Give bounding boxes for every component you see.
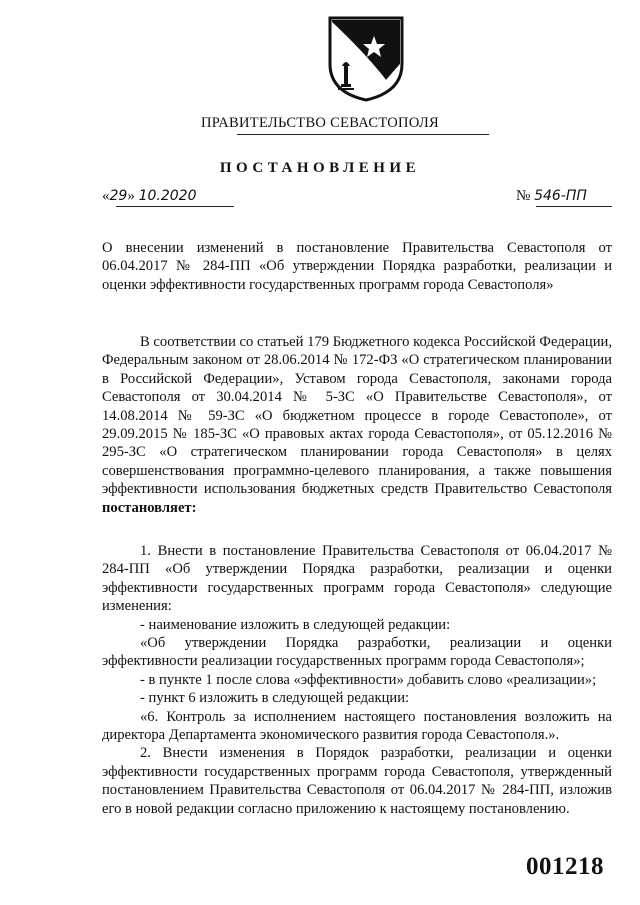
preamble-text: В соответствии со статьей 179 Бюджетного кодекса Российской Федерации, Федеральным законом от 28.06.2014 № 172-ФЗ «О стратегическом планировании в Российской Федерации», Уставом города Севастополя, законами города Севастополя от 30.04.2014 № 5-ЗС «О Правительстве Севастополя», от 14.08.2014 № 59-ЗС «О бюджетном процессе в городе Севастополе», от 29.09.2015 № 185-ЗС «О правовых актах города Севастополя», от 05.12.2016 № 295-ЗС «О стратегическом планировании города Севастополя» в целях совершенствования программно-целевого планирования, а также повышения эффективности использования бюджетных средств Правительство Севастополя bbox=[102, 334, 612, 498]
decree-items bbox=[102, 542, 612, 818]
government-name: ПРАВИТЕЛЬСТВО СЕВАСТОПОЛЯ bbox=[201, 115, 439, 131]
date-underline bbox=[116, 206, 234, 207]
subject-text: О внесении изменений в постановление Правительства Севастополя от 06.04.2017 № 284-ПП «Об утверждении Порядка разработки, реализации и оценки эффективности государственных программ города Севастополя» bbox=[102, 240, 612, 293]
item-paragraph: «6. Контроль за исполнением настоящего постановления возложить на директора Департамента экономического развития города Севастополя.». bbox=[102, 708, 612, 744]
number-prefix: № bbox=[516, 188, 531, 204]
date-close-quote: » bbox=[127, 188, 135, 204]
date-month-year: 10.2020 bbox=[138, 188, 197, 204]
date-day: 29 bbox=[109, 188, 128, 204]
item-paragraph: - наименование изложить в следующей редакции: bbox=[140, 616, 451, 633]
decree-number bbox=[516, 188, 587, 205]
preamble-keyword: постановляет bbox=[102, 499, 192, 516]
item-paragraph: 2. Внести изменения в Порядок разработки, реализации и оценки эффективности государственных программ города Севастополя, утвержденный постановлением Правительства Севастополя от 06.04.2017 № 284-ПП, изложив его в новой редакции согласно приложению к настоящему постановлению. bbox=[102, 745, 612, 817]
decree-subject bbox=[102, 239, 612, 294]
item-paragraph: «Об утверждении Порядка разработки, реализации и оценки эффективности реализации государственных программ города Севастополя»; bbox=[102, 635, 612, 670]
coat-of-arms-icon bbox=[326, 14, 406, 102]
preamble-paragraph bbox=[102, 333, 612, 517]
document-type-title: ПОСТАНОВЛЕНИЕ bbox=[219, 160, 421, 176]
decree-date bbox=[102, 188, 196, 205]
government-underline bbox=[237, 134, 489, 135]
item-paragraph: - в пункте 1 после слова «эффективности» добавить слово «реализации»; bbox=[140, 671, 597, 688]
preamble-end: : bbox=[191, 499, 197, 516]
number-underline bbox=[536, 206, 612, 207]
serial-number-stamp: 001218 bbox=[526, 853, 604, 880]
number-value: 546-ПП bbox=[534, 188, 587, 204]
item-paragraph: - пункт 6 изложить в следующей редакции: bbox=[140, 690, 410, 707]
preamble bbox=[102, 333, 612, 517]
date-open-quote: « bbox=[102, 188, 110, 204]
item-paragraph: 1. Внести в постановление Правительства Севастополя от 06.04.2017 № 284-ПП «Об утверждении Порядка разработки, реализации и оценки эффективности государственных программ города Севастополя» следующие изменения: bbox=[102, 543, 612, 615]
